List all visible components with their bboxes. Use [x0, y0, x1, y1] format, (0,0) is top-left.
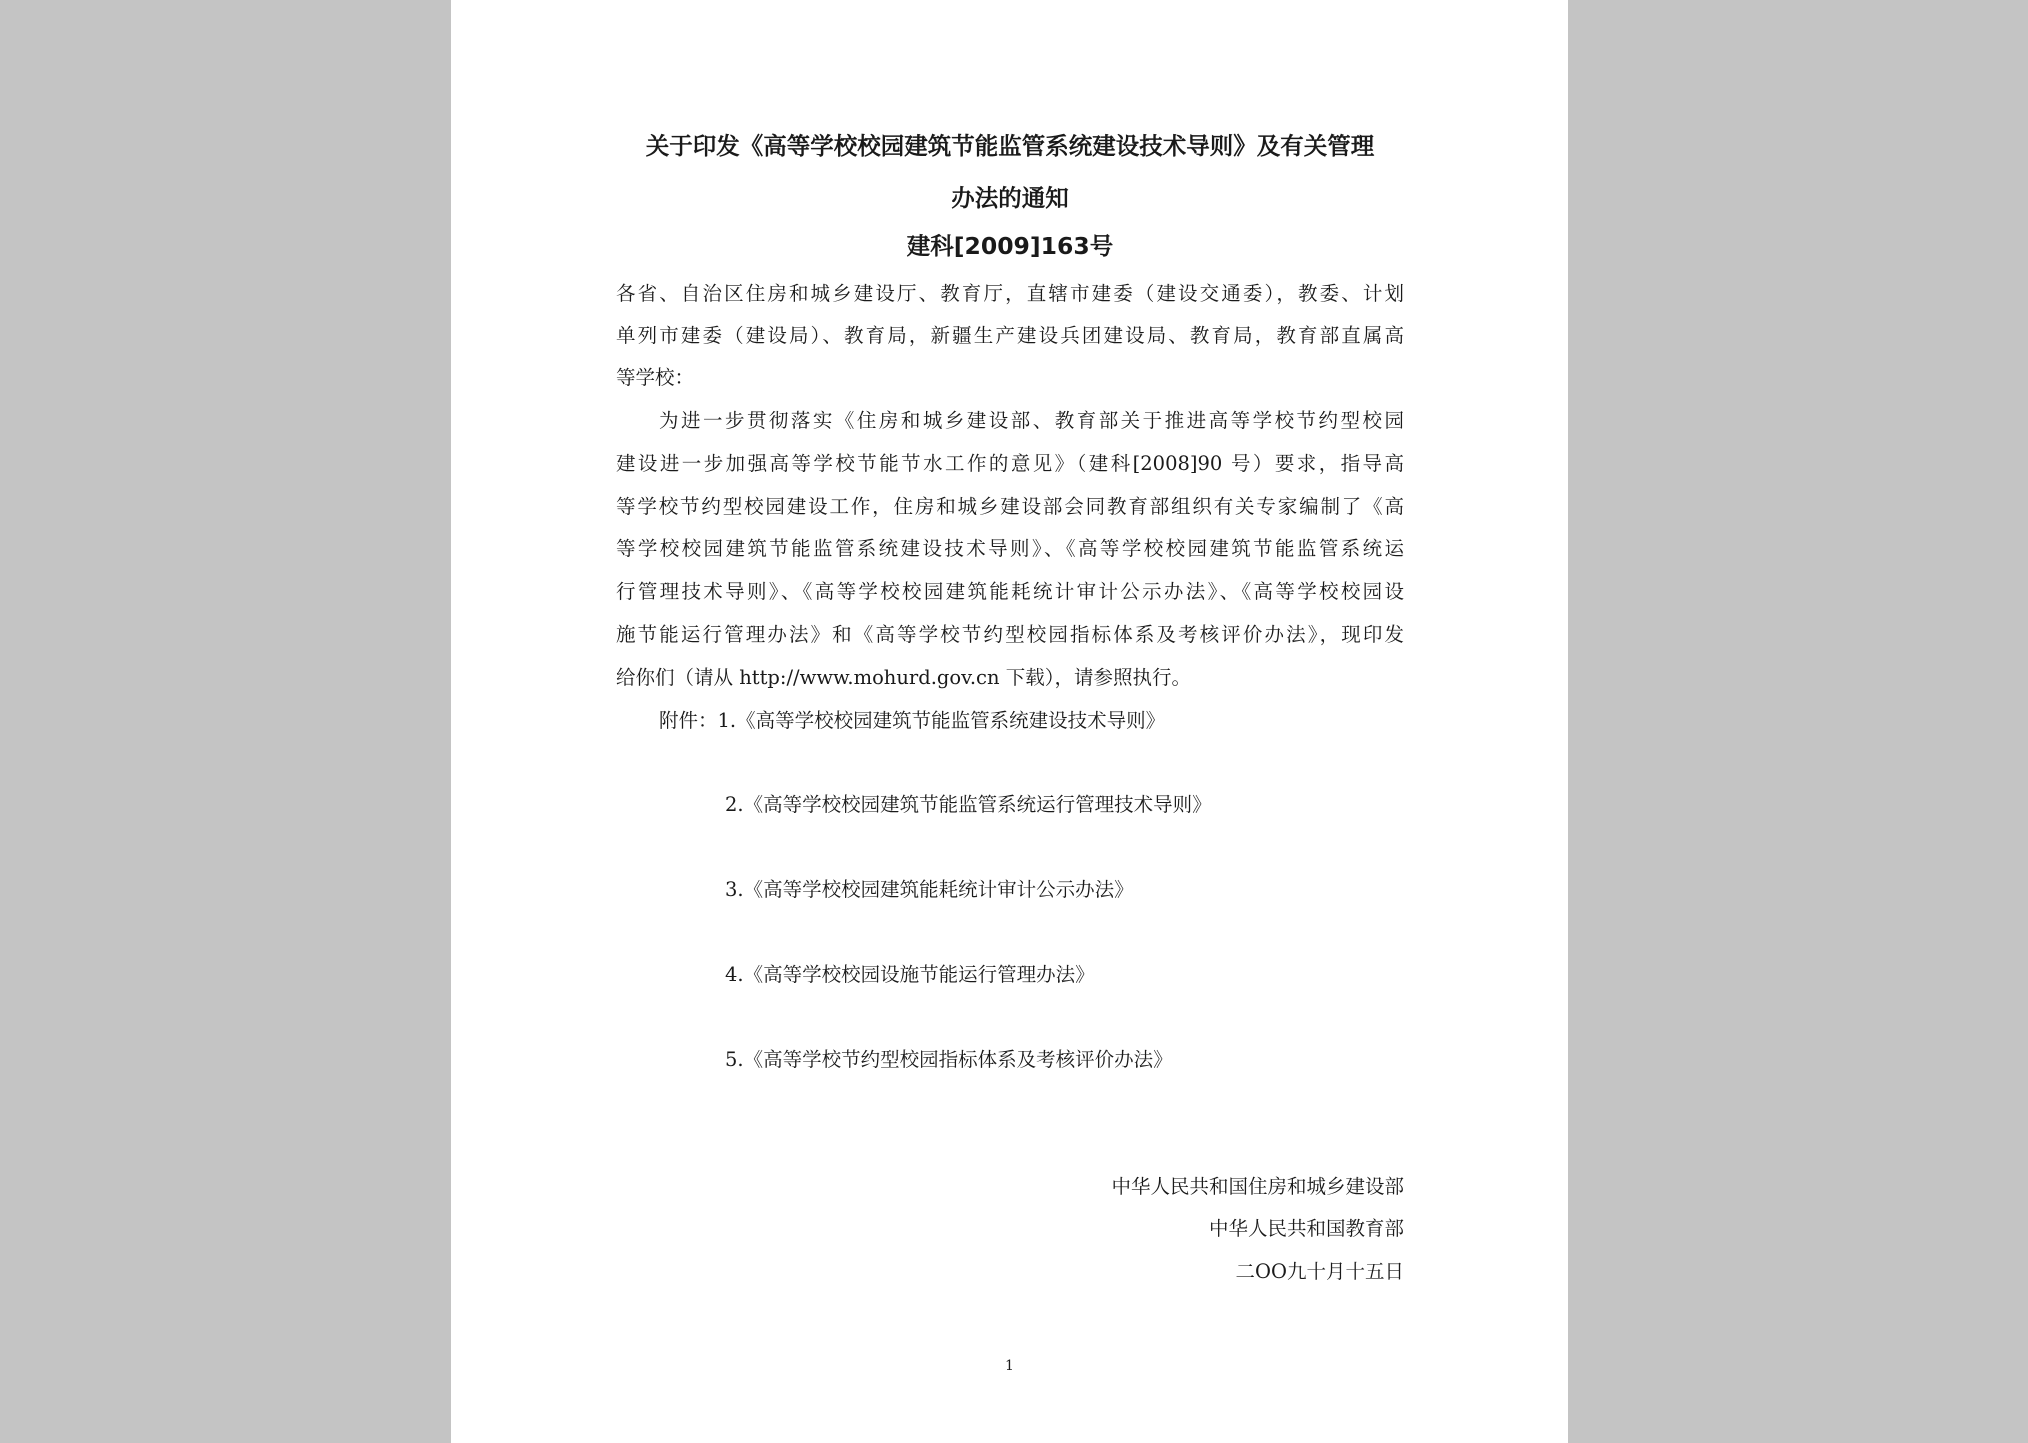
attachment-item-3: 3.《高等学校校园建筑能耗统计审计公示办法》 — [725, 878, 1134, 901]
document-date: 二OO九十月十五日 — [1235, 1260, 1404, 1283]
page-number: 1 — [1005, 1358, 1014, 1374]
body-paragraph-line-7: 给你们（请从 http://www.mohurd.gov.cn 下载），请参照执行。 — [616, 666, 1191, 689]
body-paragraph-line-4: 等学校校园建筑节能监管系统建设技术导则》、《高等学校校园建筑节能监管系统运 — [616, 537, 1404, 560]
recipients-line-3: 等学校： — [616, 366, 695, 389]
body-paragraph-line-5: 行管理技术导则》、《高等学校校园建筑能耗统计审计公示办法》、《高等学校校园设 — [616, 580, 1404, 603]
document-content — [616, 0, 1404, 1443]
body-paragraph-line-1: 为进一步贯彻落实《住房和城乡建设部、教育部关于推进高等学校节约型校园 — [659, 409, 1404, 432]
signatory-ministry-education: 中华人民共和国教育部 — [1208, 1217, 1404, 1240]
body-paragraph-line-3: 等学校节约型校园建设工作，住房和城乡建设部会同教育部组织有关专家编制了《高 — [616, 495, 1404, 518]
document-number: 建科[2009]163号 — [906, 232, 1114, 260]
document-title-line-1: 关于印发《高等学校校园建筑节能监管系统建设技术导则》及有关管理 — [645, 132, 1375, 160]
attachment-item-1: 附件：1.《高等学校校园建筑节能监管系统建设技术导则》 — [659, 709, 1166, 732]
signatory-ministry-housing: 中华人民共和国住房和城乡建设部 — [1111, 1175, 1404, 1198]
body-paragraph-line-2: 建设进一步加强高等学校节能节水工作的意见》（建科[2008]90 号）要求，指导高 — [616, 452, 1404, 475]
attachment-item-2: 2.《高等学校校园建筑节能监管系统运行管理技术导则》 — [725, 793, 1212, 816]
document-title-line-2: 办法的通知 — [951, 184, 1069, 212]
recipients-line-1: 各省、自治区住房和城乡建设厅、教育厅，直辖市建委（建设交通委），教委、计划 — [616, 282, 1404, 305]
recipients-line-2: 单列市建委（建设局）、教育局，新疆生产建设兵团建设局、教育局，教育部直属高 — [616, 324, 1404, 347]
body-paragraph-line-6: 施节能运行管理办法》和《高等学校节约型校园指标体系及考核评价办法》，现印发 — [616, 623, 1404, 646]
attachment-item-5: 5.《高等学校节约型校园指标体系及考核评价办法》 — [725, 1048, 1173, 1071]
document-page — [451, 0, 1568, 1443]
attachment-item-4: 4.《高等学校校园设施节能运行管理办法》 — [725, 963, 1095, 986]
